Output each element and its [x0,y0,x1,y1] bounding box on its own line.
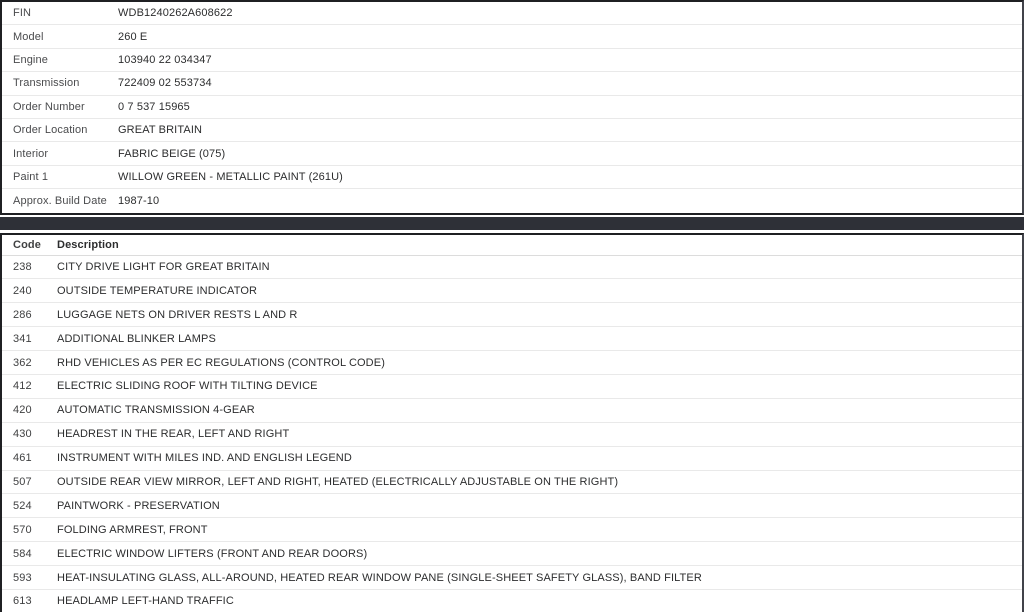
option-code: 420 [13,404,32,417]
option-row [2,471,1022,495]
option-row [2,375,1022,399]
option-description: HEADREST IN THE REAR, LEFT AND RIGHT [57,428,290,441]
option-row [2,542,1022,566]
option-description: ELECTRIC SLIDING ROOF WITH TILTING DEVICE [57,380,318,393]
info-value: 1987-10 [118,194,160,207]
vehicle-info-row [2,25,1022,48]
option-code: 570 [13,523,32,536]
option-row [2,447,1022,471]
info-value: 260 E [118,30,148,43]
option-row [2,303,1022,327]
info-label: Order Number [13,100,85,113]
vehicle-info-table [0,0,1024,215]
vehicle-info-row [2,49,1022,72]
info-label: Engine [13,53,48,66]
vehicle-info-row [2,119,1022,142]
option-code: 286 [13,308,32,321]
option-code: 507 [13,475,32,488]
option-code: 362 [13,356,32,369]
option-code: 584 [13,547,32,560]
vehicle-info-row [2,96,1022,119]
info-label: Model [13,30,44,43]
option-description: ELECTRIC WINDOW LIFTERS (FRONT AND REAR DOORS) [57,547,368,560]
option-code: 613 [13,595,32,608]
code-column-header: Code [13,238,41,251]
info-value: WILLOW GREEN - METALLIC PAINT (261U) [118,170,343,183]
vehicle-info-row [2,2,1022,25]
option-description: FOLDING ARMREST, FRONT [57,523,208,536]
vehicle-info-row [2,72,1022,95]
option-row [2,399,1022,423]
info-value: GREAT BRITAIN [118,124,203,137]
info-value: 0 7 537 15965 [118,100,190,113]
info-label: Order Location [13,124,88,137]
option-row [2,423,1022,447]
option-code: 524 [13,499,32,512]
vehicle-info-row [2,142,1022,165]
option-description: ADDITIONAL BLINKER LAMPS [57,332,216,345]
info-value: 103940 22 034347 [118,53,212,66]
info-value: WDB1240262A608622 [118,7,233,20]
options-header-row [2,235,1022,256]
option-row [2,590,1022,612]
option-code: 461 [13,452,32,465]
option-description: AUTOMATIC TRANSMISSION 4-GEAR [57,404,255,417]
option-description: HEAT-INSULATING GLASS, ALL-AROUND, HEATED REAR WINDOW PANE (SINGLE-SHEET SAFETY GLASS), BAND FILTER [57,571,702,584]
info-label: Interior [13,147,49,160]
option-description: RHD VEHICLES AS PER EC REGULATIONS (CONTROL CODE) [57,356,385,369]
options-table [0,233,1024,612]
option-code: 412 [13,380,32,393]
info-value: 722409 02 553734 [118,77,212,90]
option-description: OUTSIDE REAR VIEW MIRROR, LEFT AND RIGHT, HEATED (ELECTRICALLY ADJUSTABLE ON THE RIGHT) [57,475,619,488]
vehicle-info-row [2,166,1022,189]
option-code: 240 [13,284,32,297]
option-description: LUGGAGE NETS ON DRIVER RESTS L AND R [57,308,298,321]
option-row [2,279,1022,303]
info-value: FABRIC BEIGE (075) [118,147,226,160]
vehicle-info-row [2,189,1022,212]
option-description: INSTRUMENT WITH MILES IND. AND ENGLISH LEGEND [57,452,352,465]
info-label: Paint 1 [13,170,49,183]
option-code: 593 [13,571,32,584]
option-description: PAINTWORK - PRESERVATION [57,499,220,512]
option-row [2,327,1022,351]
info-label: Transmission [13,77,80,90]
option-row [2,494,1022,518]
info-label: Approx. Build Date [13,194,107,207]
option-description: OUTSIDE TEMPERATURE INDICATOR [57,284,258,297]
option-row [2,351,1022,375]
option-code: 430 [13,428,32,441]
option-code: 341 [13,332,32,345]
section-divider-band [0,217,1024,230]
option-code: 238 [13,260,32,273]
option-row [2,256,1022,280]
option-description: CITY DRIVE LIGHT FOR GREAT BRITAIN [57,260,270,273]
option-row [2,518,1022,542]
option-description: HEADLAMP LEFT-HAND TRAFFIC [57,595,234,608]
option-row [2,566,1022,590]
description-column-header: Description [57,238,119,251]
info-label: FIN [13,7,32,20]
